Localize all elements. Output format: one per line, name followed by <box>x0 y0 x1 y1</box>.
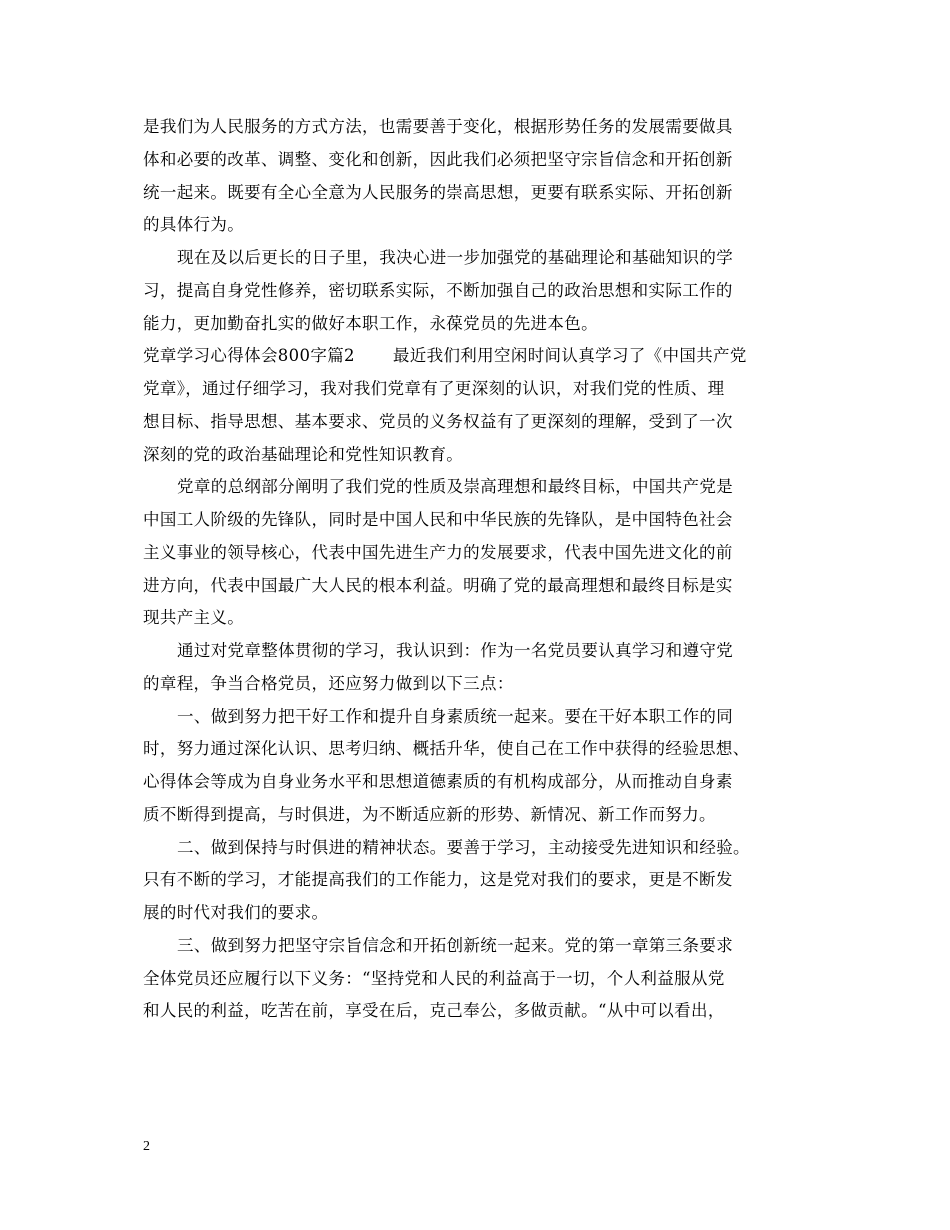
text-line: 统一起来。既要有全心全意为人民服务的崇高思想，更要有联系实际、开拓创新 <box>143 182 733 202</box>
text-line: 心得体会等成为自身业务水平和思想道德素质的有机构成部分，从而推动自身素 <box>143 772 733 791</box>
paragraph-start-line: 现在及以后更长的日子里，我决心进一步加强党的基础理论和基础知识的学 <box>177 248 734 267</box>
text-line: 现共产主义。 <box>143 608 245 628</box>
paragraph-start-line: 一、做到努力把干好工作和提升自身素质统一起来。要在干好本职工作的同 <box>177 706 734 726</box>
text-segment: 最近我们利用空闲时间认真学习了《中国共产党 <box>392 346 747 366</box>
text-line: 展的时代对我们的要求。 <box>143 903 329 922</box>
text-line: 全体党员还应履行以下义务：“坚持党和人民的利益高于一切，个人利益服从党 <box>143 968 725 988</box>
text-line: 的具体行为。 <box>143 215 245 235</box>
text-line: 能力，更加勤奋扎实的做好本职工作，永葆党员的先进本色。 <box>143 313 598 333</box>
page-number: 2 <box>143 1139 150 1154</box>
paragraph-start-line: 通过对党章整体贯彻的学习，我认识到：作为一名党员要认真学习和遵守党 <box>177 641 734 660</box>
text-line: 只有不断的学习，才能提高我们的工作能力，这是党对我们的要求，更是不断发 <box>143 870 733 890</box>
text-line: 进方向，代表中国最广大人民的根本利益。明确了党的最高理想和最终目标是实 <box>143 575 733 595</box>
paragraph-start-line: 党章的总纲部分阐明了我们党的性质及崇高理想和最终目标，中国共产党是 <box>177 477 734 497</box>
paragraph-start-line: 三、做到努力把坚守宗旨信念和开拓创新统一起来。党的第一章第三条要求 <box>177 935 734 955</box>
text-line: 主义事业的领导核心，代表中国先进生产力的发展要求，代表中国先进文化的前 <box>143 542 733 562</box>
paragraph-start-line: 二、做到保持与时俱进的精神状态。要善于学习，主动接受先进知识和经验。 <box>177 837 750 857</box>
text-line: 党章》，通过仔细学习，我对我们党章有了更深刻的认识，对我们党的性质、理 <box>143 379 725 398</box>
text-line: 是我们为人民服务的方式方法，也需要善于变化，根据形势任务的发展需要做具 <box>143 117 733 136</box>
text-line: 习，提高自身党性修养，密切联系实际，不断加强自己的政治思想和实际工作的 <box>143 280 733 300</box>
text-line: 体和必要的改革、调整、变化和创新，因此我们必须把坚守宗旨信念和开拓创新 <box>143 149 733 169</box>
text-line: 中国工人阶级的先锋队，同时是中国人民和中华民族的先锋队，是中国特色社会 <box>143 510 733 529</box>
section-heading-line <box>143 340 813 373</box>
document-body <box>143 111 813 1028</box>
text-line: 的章程，争当合格党员，还应努力做到以下三点： <box>143 673 514 693</box>
text-line: 想目标、指导思想、基本要求、党员的义务权益有了更深刻的理解，受到了一次 <box>143 411 733 431</box>
section-heading: 党章学习心得体会800字篇2 <box>143 346 355 366</box>
text-line: 时，努力通过深化认识、思考归纳、概括升华，使自己在工作中获得的经验思想、 <box>143 739 750 759</box>
text-line: 质不断得到提高，与时俱进，为不断适应新的形势、新情况、新工作而努力。 <box>143 804 716 824</box>
text-line: 和人民的利益，吃苦在前，享受在后，克己奉公，多做贡献。“从中可以看出， <box>143 1001 725 1021</box>
text-line: 深刻的党的政治基础理论和党性知识教育。 <box>143 444 464 464</box>
